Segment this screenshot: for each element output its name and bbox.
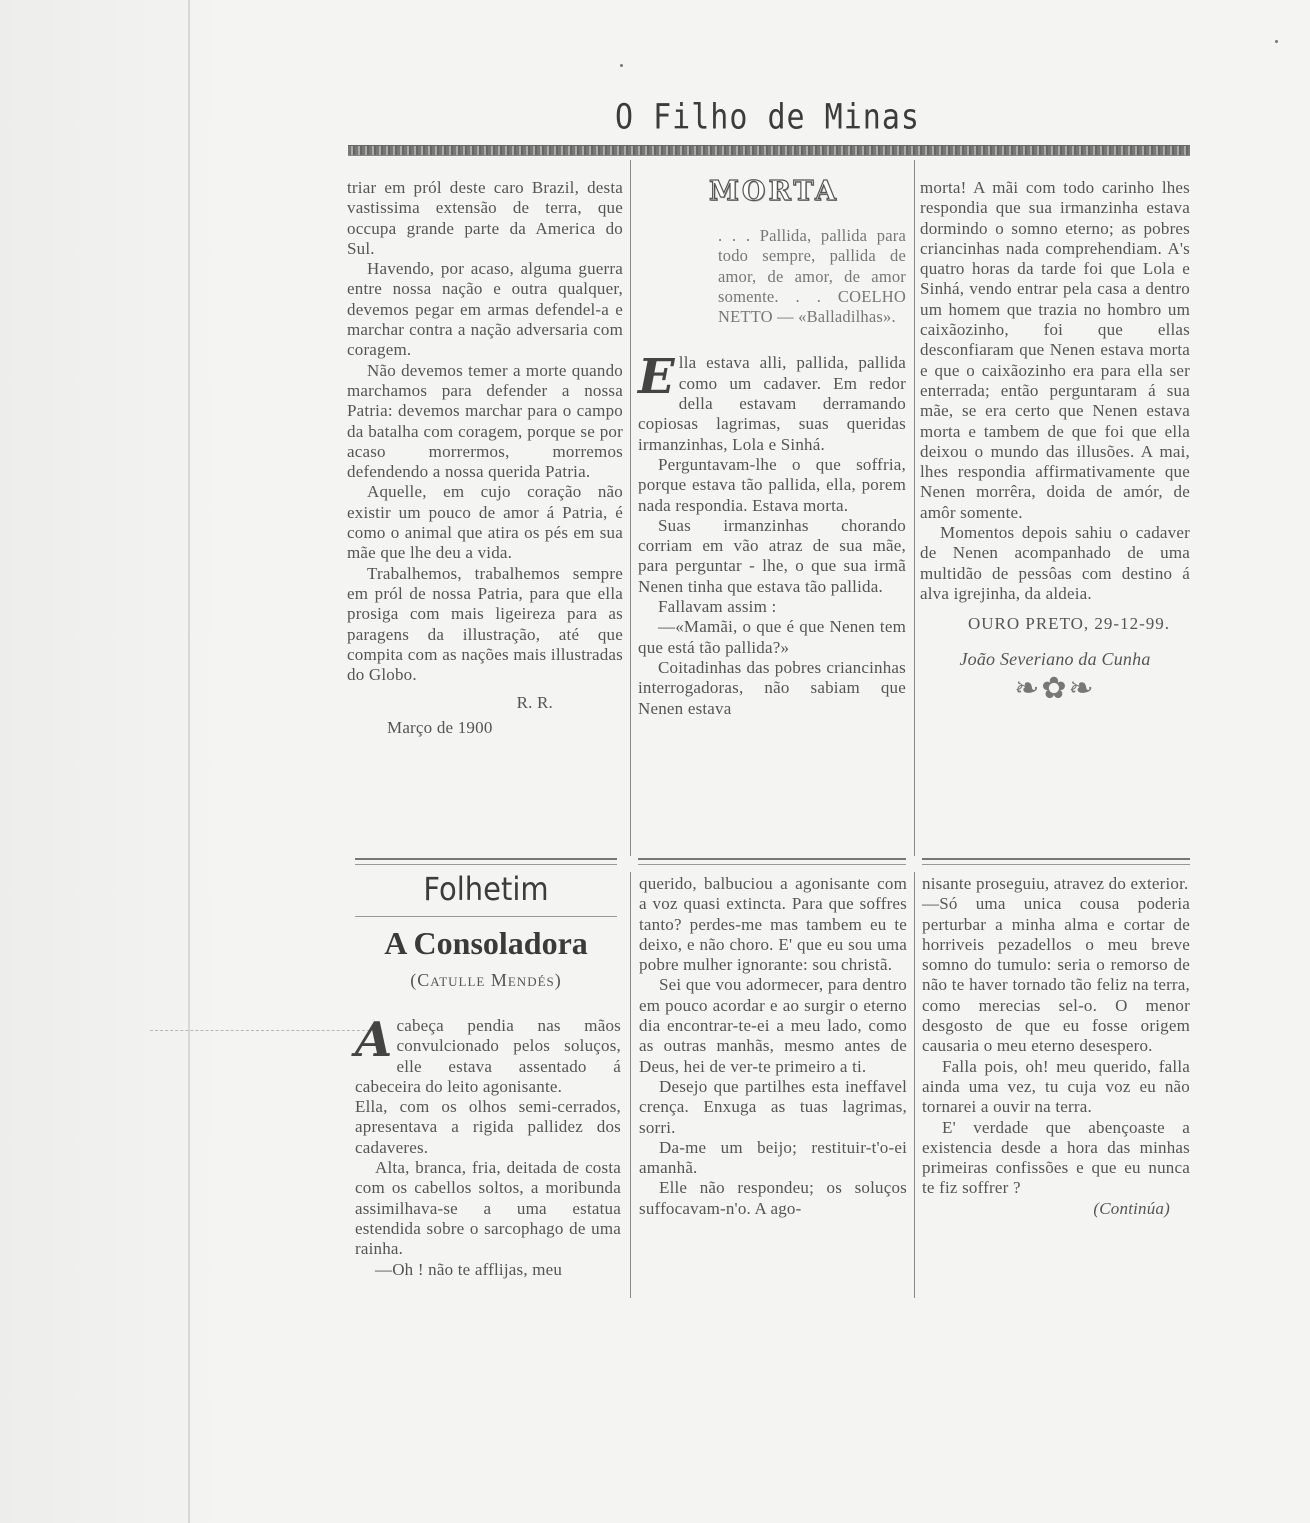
section-rule: [355, 858, 617, 860]
paragraph: —Só uma unica cousa poderia perturbar a minha alma e cortar de horriveis pezadellos o meu breve somno do tumulo: seria o remorso de não te haver tornado tão feliz na terra, como merecias sel-o. O menor desgosto de que eu fosse origem causaria o meu eterno desespero.: [922, 894, 1190, 1056]
paragraph: triar em pról deste caro Brazil, desta vastissima extensão de terra, que occupa grande parte da America do Sul.: [347, 178, 623, 258]
continua-note: [922, 1199, 1190, 1219]
paragraph: Alta, branca, fria, deitada de costa com os cabellos soltos, a moribunda assimilhava-se a uma estatua estendida sobre o sarcophago de uma rainha.: [355, 1158, 621, 1259]
section-rule: [355, 864, 617, 865]
column-rule: [630, 872, 631, 1298]
paragraph: —«Mamãi, o que é que Nenen tem que está tão pallida?»: [638, 617, 906, 657]
column-folhetim-1: [355, 1012, 621, 1280]
speck: [1275, 40, 1278, 43]
paper-fold-line: [188, 0, 190, 1523]
paragraph: Aquelle, em cujo coração não existir um pouco de amor á Patria, é como o animal que atira os pés em sua mãe que lhe deu a vida.: [347, 482, 623, 563]
paragraph: morta! A mãi com todo carinho lhes respondia que sua irmanzinha estava dormindo o somno eterno; as pobres criancinhas nada comprehendiam. A's quatro horas da tarde foi que Lola e Sinhá, vendo entrar pela casa a dentro um homem que trazia no hombro um caixãozinho, foi que ellas desconfiaram que Nenen estava morta e que o caixãozinho era para ella ser enterrada; então perguntaram á sua mãe, se era certo que Nenen estava morta e tambem de que foi que ella deixou o mundo das illusões. A mai, lhes respondia affirmativamente que Nenen morrêra, doida de amór, de amôr somente.: [920, 178, 1190, 522]
column-rule: [630, 160, 631, 856]
paragraph: Perguntavam-lhe o que soffria, porque estava tão pallida, ella, porem nada respondia. Estava morta.: [638, 454, 906, 515]
author: João Severiano da Cunha: [959, 648, 1151, 669]
epigraph: . . . Pallida, pallida para todo sempre, pallida de amor, de amor, de amor somente. . . COELHO NETTO — «Balladilhas».: [718, 226, 906, 327]
column-rule: [914, 872, 915, 1298]
column-morta-cont: [920, 178, 1190, 705]
paren: (: [410, 970, 418, 990]
floral-ornament-icon: ❧✿❧: [1014, 671, 1096, 705]
paper-edge: [0, 0, 230, 1523]
paragraph: Coitadinhas das pobres criancinhas interrogadoras, não sabiam que Nenen estava: [638, 657, 906, 718]
speck: [620, 64, 623, 67]
paragraph: Ella, com os olhos semi-cerrados, apresentava a rigida pallidez dos cadaveres.: [355, 1097, 621, 1157]
section-rule: [922, 864, 1190, 865]
paragraph: [638, 349, 906, 454]
paragraph: Suas irmanzinhas chorando corriam em vão atraz de sua mãe, para perguntar - lhe, o que sua irmã Nenen tinha que estava tão pallida.: [638, 515, 906, 596]
section-rule: [922, 858, 1190, 860]
morta-title: MORTA: [709, 176, 839, 207]
column-folhetim-3: [922, 874, 1190, 1219]
paragraph: nisante proseguiu, atravez do exterior.: [922, 874, 1189, 893]
paragraph-text: cabeça pendia nas mãos convulcionado pelos soluços, elle estava assentado á cabeceira do leito agonisante.: [355, 1016, 621, 1096]
paragraph: [355, 1012, 621, 1097]
paper-tear: [150, 1030, 370, 1071]
dropcap: E: [638, 349, 675, 406]
article-date: Março de 1900: [387, 717, 493, 737]
folhetim-heading: Folhetim: [423, 870, 549, 908]
section-rule: [638, 864, 906, 865]
author-name: Catulle Mendés: [417, 970, 555, 990]
paragraph: Fallavam assim :: [658, 597, 777, 617]
paragraph: E' verdade que abençoaste a existencia desde a hora das minhas primeiras confissões e que eu nunca te fiz soffrer ?: [922, 1117, 1190, 1198]
paragraph-text: lla estava alli, pallida, pallida como um cadaver. Em redor della estavam derramando copiosas lagrimas, suas queridas irmanzinhas, Lola e Sinhá.: [638, 353, 906, 454]
paragraph: Momentos depois sahiu o cadaver de Nenen acompanhado de uma multidão de pessôas com destino á alva igrejinha, da aldeia.: [920, 523, 1190, 603]
place-date: OURO PRETO, 29-12-99.: [967, 614, 1170, 634]
paragraph: —Oh ! não te afflijas, meu: [375, 1259, 563, 1279]
paragraph: Trabalhemos, trabalhemos sempre em pról de nossa Patria, para que ella prosiga com mais ligeireza para as paragens da illustração, até que compita com as nações mais illustradas do Globo.: [347, 563, 623, 685]
story-title: A Consoladora: [384, 925, 588, 961]
continua-text: (Continúa): [1093, 1198, 1170, 1218]
paragraph: Havendo, por acaso, alguma guerra entre nossa nação e outra qualquer, devemos pegar em armas defendel-a e marchar contra a nação adversaria com coragem.: [347, 259, 623, 360]
paragraph: Desejo que partilhes esta ineffavel crença. Enxuga as tuas lagrimas, sorri.: [639, 1076, 907, 1137]
masthead-rule: [348, 145, 1190, 156]
paragraph: Sei que vou adormecer, para dentro em pouco acordar e ao surgir o eterno dia encontrar-te-ei a meu lado, como as outras manhãs, mesmo antes de Deus, hei de ver-te primeiro a ti.: [639, 975, 907, 1076]
dropcap: A: [355, 1012, 393, 1068]
paragraph: Da-me um beijo; restituir-t'o-ei amanhã.: [639, 1137, 907, 1178]
heading-rule: [355, 916, 617, 917]
paragraph: Não devemos temer a morte quando marchamos para defender a nossa Patria: devemos marchar para o campo da batalha com coragem, porque se por acaso morrermos, morremos defendendo a nossa querida Patria.: [347, 360, 623, 482]
paragraph: Elle não respondeu; os soluços suffocavam-n'o. A ago-: [639, 1178, 907, 1218]
paragraph: Falla pois, oh! meu querido, falla ainda uma vez, tu cuja voz eu não tornarei a ouvir na terra.: [922, 1056, 1190, 1117]
masthead-title: O Filho de Minas: [615, 97, 920, 138]
column-morta: [638, 226, 906, 719]
signature: R. R.: [516, 693, 553, 713]
paragraph: querido, balbuciou a agonisante com a voz quasi extincta. Para que soffres tanto? perdes-me mas tambem eu te deixo, e não choro. E' que eu sou uma pobre mulher ignorante: sou christã.: [639, 874, 907, 975]
paren: ): [554, 970, 562, 990]
column-folhetim-2: [639, 874, 907, 1219]
column-rule: [914, 160, 915, 856]
column-patria: [347, 178, 623, 738]
section-rule: [638, 858, 906, 860]
story-author: [355, 970, 617, 991]
